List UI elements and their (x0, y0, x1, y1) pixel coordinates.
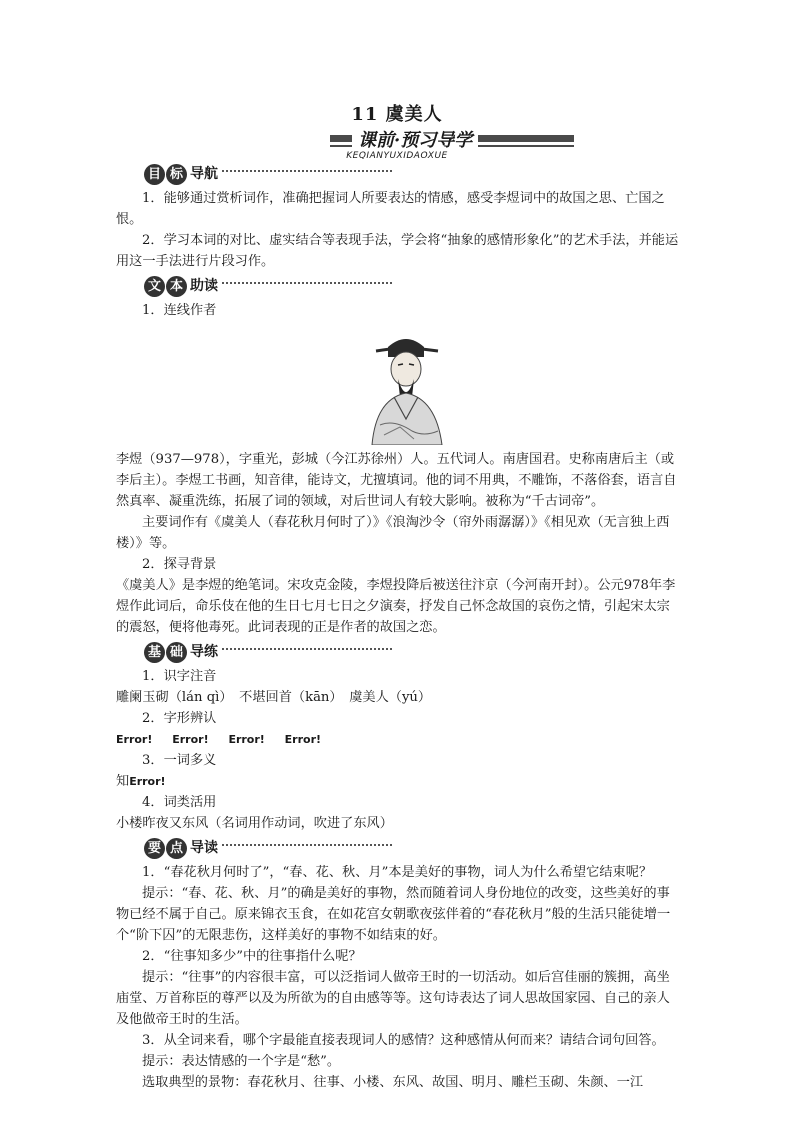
lesson-title: 11 虞美人 (351, 104, 443, 125)
dotted-divider (222, 844, 392, 854)
badge-char: 目 (144, 164, 165, 185)
section-heading-key-points (144, 836, 682, 860)
section-heading-text: 导练 (190, 643, 218, 660)
background-text: 《虞美人》是李煜的绝笔词。宋攻克金陵，李煜投降后被送往汴京（今河南开封）。公元978年李煜作此词后，命乐伎在他的生日七月七日之夕演奏，抒发自己怀念故国的哀伤之情，引起宋太宗的震怒，便将他毒死。此词表现的正是作者的故国之恋。 (116, 578, 676, 635)
pronunciation-line: 雕阑玉砌（lán qì） 不堪回首（kān） 虞美人（yú） (116, 690, 432, 705)
section-banner (330, 126, 574, 150)
polysemy-word: 知 (116, 774, 130, 789)
subheading-word-usage: 4．词类活用 (142, 795, 217, 810)
banner-label: 课前·预习导学 (352, 126, 478, 152)
subheading-glyph: 2．字形辨认 (142, 711, 217, 726)
dotted-divider (222, 282, 392, 292)
error-text: Error! (172, 733, 209, 746)
subheading-author: 1．连线作者 (142, 303, 217, 318)
author-intro: 李煜（937—978），字重光，彭城（今江苏徐州）人。五代词人。南唐国君。史称南唐后主（或李后主）。李煜工书画，知音律，能诗文，尤擅填词。他的词不用典，不雕饰，不落俗套，语言自然真率、凝重洗练，拓展了词的领域，对后世词人有较大影响。被称为“千古词帝”。 (116, 452, 677, 509)
answer-3-continued: 选取典型的景物：春花秋月、往事、小楼、东风、故国、明月、雕栏玉砌、朱颜、一江 (142, 1075, 644, 1090)
section-heading-text: 导航 (190, 165, 218, 182)
goal-item-2: 2．学习本词的对比、虚实结合等表现手法，学会将“抽象的感情形象化”的艺术手法，并能运用这一手法进行片段习作。 (116, 233, 679, 269)
badge-char: 础 (166, 642, 187, 663)
section-heading-text: 导读 (190, 839, 218, 856)
error-text: Error! (129, 775, 166, 788)
content (116, 160, 682, 1093)
subheading-pronunciation: 1．识字注音 (142, 669, 217, 684)
word-usage-line: 小楼昨夜又东风（名词用作动词，吹进了东风） (116, 816, 393, 831)
author-works: 主要词作有《虞美人（春花秋月何时了）》《浪淘沙令（帘外雨潺潺）》《相见欢（无言独上西楼）》等。 (116, 515, 670, 551)
badge-char: 点 (166, 838, 187, 859)
subheading-background: 2．探寻背景 (142, 557, 217, 572)
badge-char: 本 (166, 276, 187, 297)
subheading-polysemy: 3．一词多义 (142, 753, 217, 768)
banner-pinyin: KEQIANYUXIDAOXUE (346, 151, 448, 161)
dotted-divider (222, 170, 392, 180)
question-1: 1．“春花秋月何时了”，“春、花、秋、月”本是美好的事物，词人为什么希望它结束呢？ (142, 865, 653, 880)
section-heading-text-reading (144, 274, 682, 298)
error-text: Error! (116, 733, 153, 746)
question-3: 3．从全词来看，哪个字最能直接表现词人的感情？这种感情从何而来？请结合词句回答。 (142, 1033, 665, 1048)
error-text: Error! (228, 733, 265, 746)
badge-char: 基 (144, 642, 165, 663)
answer-3: 提示：表达情感的一个字是“愁”。 (142, 1054, 341, 1069)
answer-2: 提示：“往事”的内容很丰富，可以泛指词人做帝王时的一切活动。如后宫佳丽的簇拥，高坐庙堂、万首称臣的尊严以及为所欲为的自由感等等。这句诗表达了词人思故国家园、自己的亲人及他做帝王时的生活。 (116, 970, 670, 1027)
badge-char: 标 (166, 164, 187, 185)
error-text: Error! (284, 733, 322, 746)
question-2: 2．“往事知多少”中的往事指什么呢？ (142, 949, 362, 964)
badge-char: 文 (144, 276, 165, 297)
author-portrait-image (354, 327, 458, 445)
section-heading-basics (144, 640, 682, 664)
section-heading-text: 助读 (190, 277, 218, 294)
glyph-errors (116, 729, 682, 750)
answer-1: 提示：“春、花、秋、月”的确是美好的事物，然而随着词人身份地位的改变，这些美好的事物已经不属于自己。原来锦衣玉食，在如花宫女朝歌夜弦伴着的“春花秋月”般的生活只能徒增一个“阶下囚”的无限悲伤，这样美好的事物不如结束的好。 (116, 886, 671, 943)
goal-item-1: 1．能够通过赏析词作，准确把握词人所要表达的情感，感受李煜词中的故国之思、亡国之恨。 (116, 191, 665, 227)
polysemy-line (116, 771, 682, 792)
section-heading-goal (144, 162, 682, 186)
badge-char: 要 (144, 838, 165, 859)
dotted-divider (222, 648, 392, 658)
